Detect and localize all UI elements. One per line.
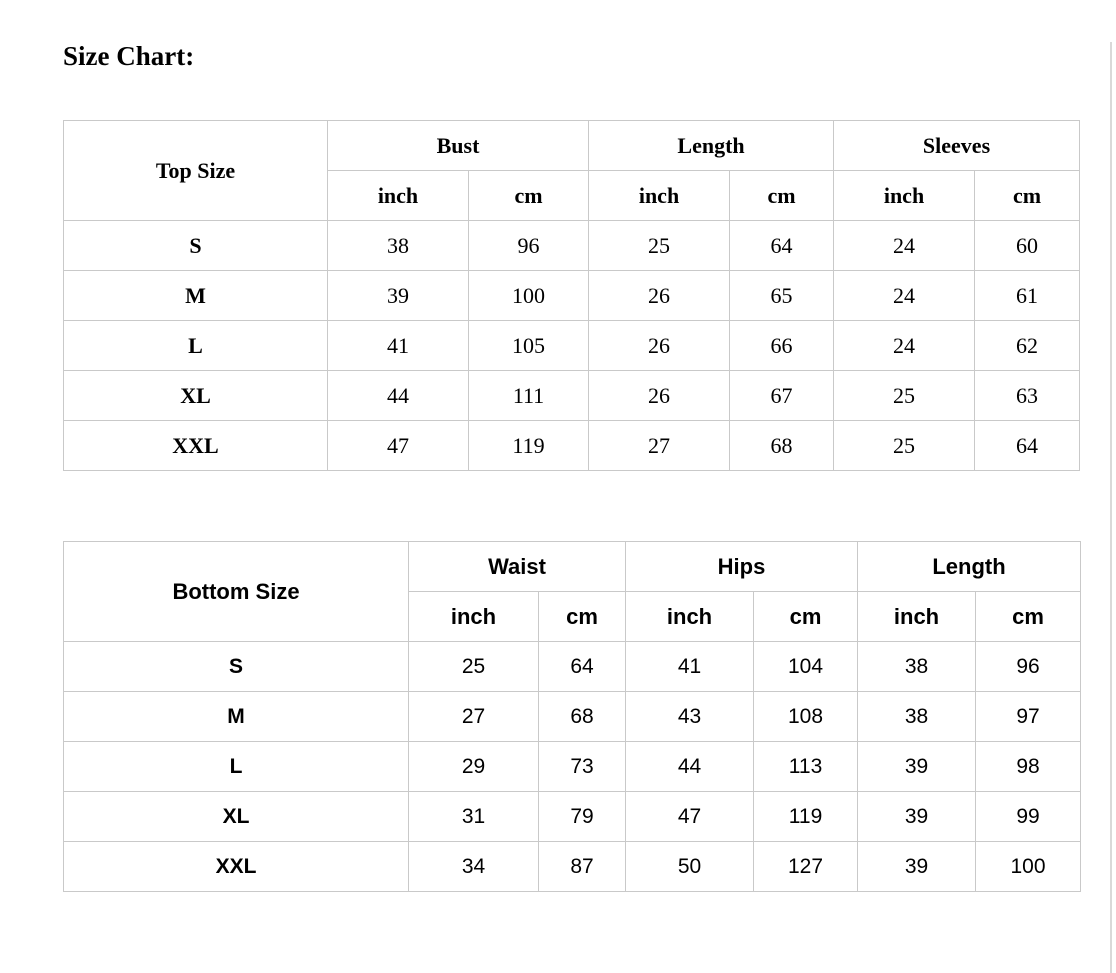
corner-header-cell: Bottom Size: [64, 542, 409, 642]
value-cell: 64: [975, 421, 1080, 471]
size-label-cell: XL: [64, 371, 328, 421]
value-cell: 60: [975, 221, 1080, 271]
value-cell: 47: [328, 421, 469, 471]
value-cell: 39: [858, 792, 976, 842]
group-header-row: [64, 121, 1080, 171]
value-cell: 68: [539, 692, 626, 742]
unit-header-cell: cm: [539, 592, 626, 642]
value-cell: 26: [589, 321, 730, 371]
unit-header-cell: inch: [858, 592, 976, 642]
page-title: Size Chart:: [63, 41, 195, 71]
unit-header-cell: cm: [730, 171, 834, 221]
page-content: [0, 42, 1116, 892]
value-cell: 113: [754, 742, 858, 792]
group-header-waist: Waist: [409, 542, 626, 592]
size-row: [64, 742, 1081, 792]
value-cell: 31: [409, 792, 539, 842]
size-row: [64, 271, 1080, 321]
size-label-cell: S: [64, 221, 328, 271]
value-cell: 63: [975, 371, 1080, 421]
value-cell: 127: [754, 842, 858, 892]
size-label-cell: L: [64, 321, 328, 371]
size-label-cell: XXL: [64, 421, 328, 471]
corner-header-cell: Top Size: [64, 121, 328, 221]
unit-header-cell: cm: [754, 592, 858, 642]
unit-header-cell: cm: [976, 592, 1081, 642]
value-cell: 68: [730, 421, 834, 471]
value-cell: 44: [626, 742, 754, 792]
unit-header-cell: inch: [589, 171, 730, 221]
value-cell: 67: [730, 371, 834, 421]
value-cell: 47: [626, 792, 754, 842]
value-cell: 105: [469, 321, 589, 371]
group-header-sleeves: Sleeves: [834, 121, 1080, 171]
value-cell: 24: [834, 271, 975, 321]
value-cell: 25: [409, 642, 539, 692]
value-cell: 87: [539, 842, 626, 892]
size-label-cell: XXL: [64, 842, 409, 892]
value-cell: 39: [858, 742, 976, 792]
value-cell: 38: [328, 221, 469, 271]
size-row: [64, 321, 1080, 371]
unit-header-cell: inch: [834, 171, 975, 221]
value-cell: 104: [754, 642, 858, 692]
group-header-length: Length: [858, 542, 1081, 592]
value-cell: 34: [409, 842, 539, 892]
value-cell: 25: [834, 421, 975, 471]
value-cell: 73: [539, 742, 626, 792]
value-cell: 27: [409, 692, 539, 742]
value-cell: 79: [539, 792, 626, 842]
size-label-cell: L: [64, 742, 409, 792]
size-label-cell: M: [64, 692, 409, 742]
value-cell: 39: [858, 842, 976, 892]
unit-header-cell: inch: [409, 592, 539, 642]
value-cell: 61: [975, 271, 1080, 321]
size-row: [64, 692, 1081, 742]
value-cell: 111: [469, 371, 589, 421]
value-cell: 26: [589, 271, 730, 321]
group-header-row: [64, 542, 1081, 592]
size-row: [64, 792, 1081, 842]
value-cell: 100: [469, 271, 589, 321]
value-cell: 39: [328, 271, 469, 321]
top-size-table: [63, 120, 1080, 471]
value-cell: 98: [976, 742, 1081, 792]
size-row: [64, 842, 1081, 892]
group-header-bust: Bust: [328, 121, 589, 171]
value-cell: 41: [328, 321, 469, 371]
unit-header-cell: cm: [975, 171, 1080, 221]
size-row: [64, 371, 1080, 421]
size-row: [64, 642, 1081, 692]
size-row: [64, 221, 1080, 271]
size-row: [64, 421, 1080, 471]
unit-header-cell: inch: [328, 171, 469, 221]
value-cell: 27: [589, 421, 730, 471]
unit-header-cell: cm: [469, 171, 589, 221]
value-cell: 50: [626, 842, 754, 892]
value-cell: 119: [469, 421, 589, 471]
value-cell: 41: [626, 642, 754, 692]
value-cell: 96: [469, 221, 589, 271]
value-cell: 96: [976, 642, 1081, 692]
value-cell: 24: [834, 221, 975, 271]
value-cell: 119: [754, 792, 858, 842]
size-label-cell: S: [64, 642, 409, 692]
size-label-cell: XL: [64, 792, 409, 842]
bottom-size-table: [63, 541, 1081, 892]
value-cell: 62: [975, 321, 1080, 371]
value-cell: 65: [730, 271, 834, 321]
value-cell: 26: [589, 371, 730, 421]
value-cell: 97: [976, 692, 1081, 742]
value-cell: 25: [589, 221, 730, 271]
value-cell: 100: [976, 842, 1081, 892]
value-cell: 64: [539, 642, 626, 692]
value-cell: 64: [730, 221, 834, 271]
value-cell: 25: [834, 371, 975, 421]
group-header-length: Length: [589, 121, 834, 171]
size-label-cell: M: [64, 271, 328, 321]
value-cell: 24: [834, 321, 975, 371]
value-cell: 38: [858, 692, 976, 742]
group-header-hips: Hips: [626, 542, 858, 592]
unit-header-cell: inch: [626, 592, 754, 642]
value-cell: 99: [976, 792, 1081, 842]
value-cell: 38: [858, 642, 976, 692]
value-cell: 44: [328, 371, 469, 421]
value-cell: 43: [626, 692, 754, 742]
value-cell: 66: [730, 321, 834, 371]
page-right-edge-line: [1110, 42, 1112, 973]
value-cell: 29: [409, 742, 539, 792]
value-cell: 108: [754, 692, 858, 742]
